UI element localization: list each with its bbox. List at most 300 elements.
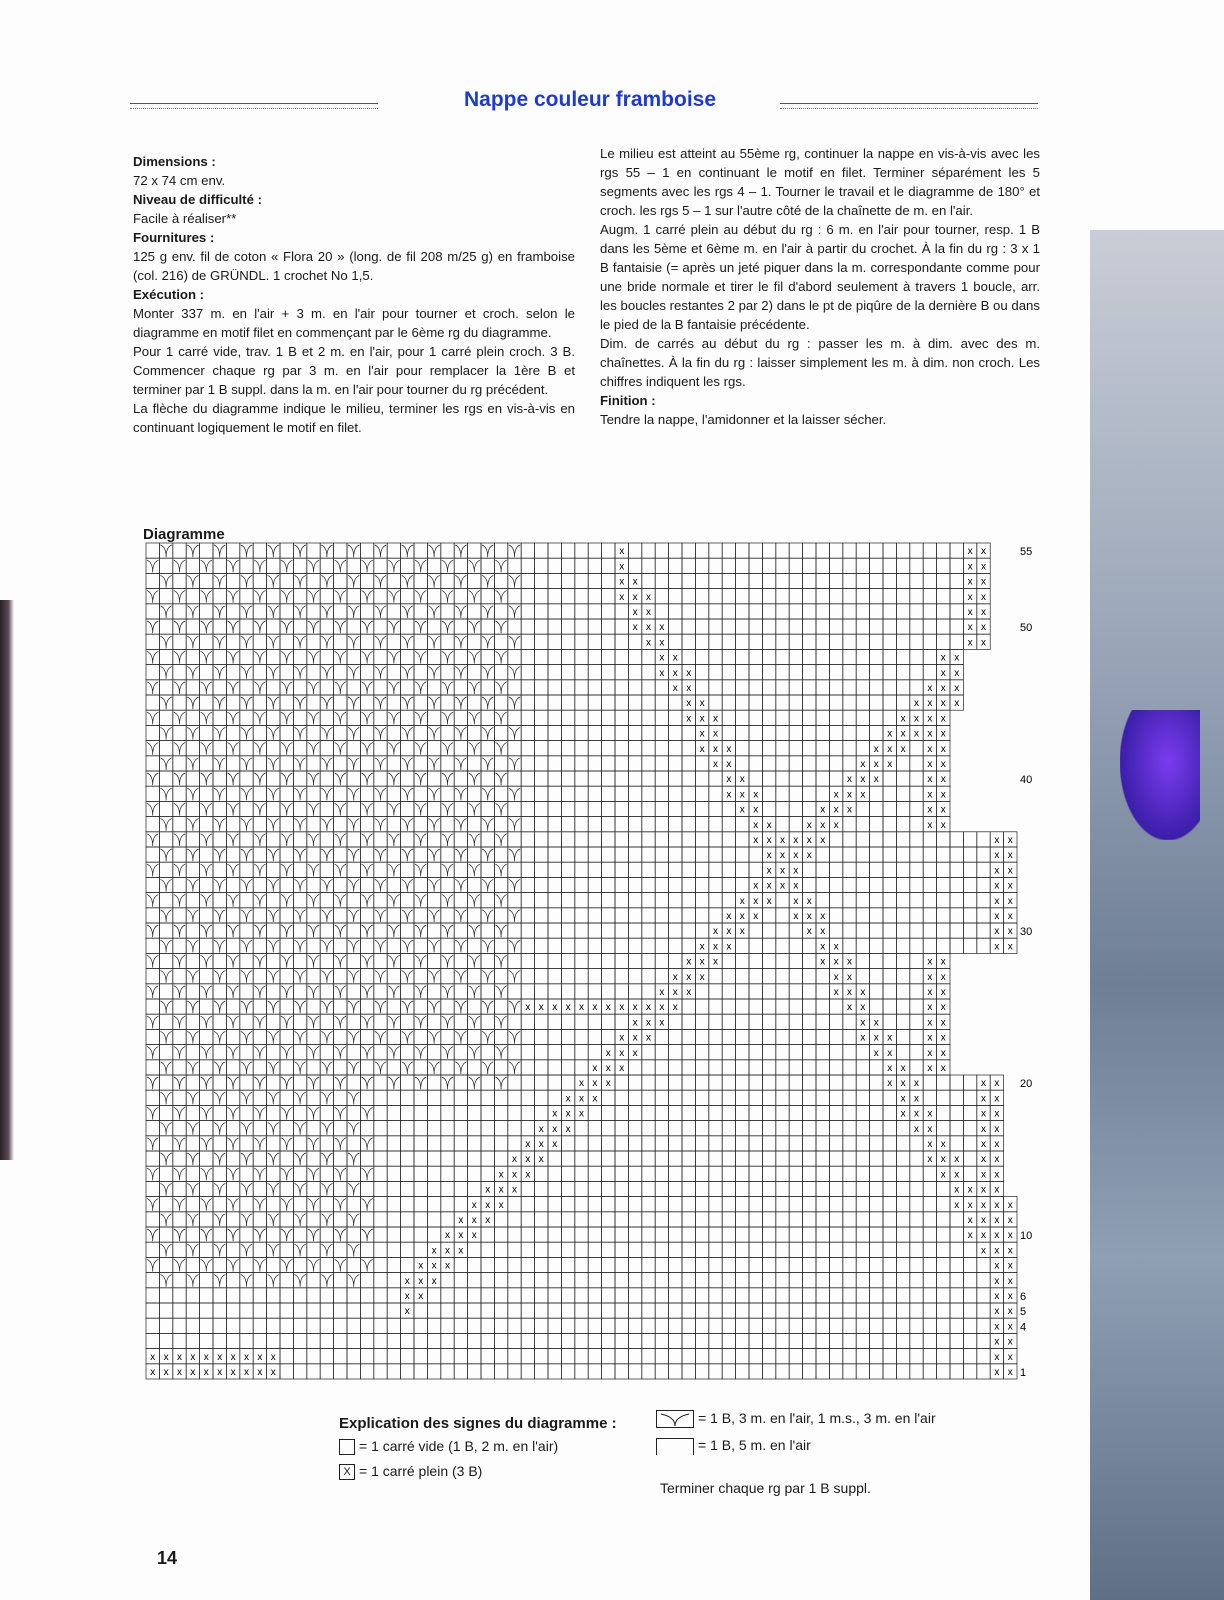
diagram-cell: [870, 984, 883, 999]
diagram-cell: [267, 1197, 280, 1212]
diagram-cell: [441, 695, 454, 710]
diagram-cell: [521, 680, 534, 695]
diagram-cell: [602, 558, 615, 573]
diagram-cell: [508, 741, 521, 756]
diagram-cell: [186, 923, 199, 938]
diagram-cell: [293, 1075, 306, 1090]
diagram-cell: [615, 1227, 628, 1242]
diagram-cell: [535, 1242, 548, 1257]
diagram-cell: [481, 680, 494, 695]
diagram-cell: [374, 1212, 387, 1227]
diagram-cell: [843, 832, 856, 847]
arch-mark: [348, 788, 359, 800]
diagram-cell: [870, 1121, 883, 1136]
arch-mark: [281, 743, 292, 755]
arch-mark: [469, 803, 480, 815]
filled-mark: x: [686, 971, 692, 983]
diagram-cell: [307, 847, 320, 862]
diagram-cell: [963, 1242, 976, 1257]
diagram-cell: [695, 756, 708, 771]
diagram-cell: [896, 543, 909, 558]
diagram-cell: [240, 801, 253, 816]
filled-mark: x: [766, 895, 772, 907]
diagram-cell: [628, 756, 641, 771]
diagram-cell: [615, 801, 628, 816]
filled-mark: x: [887, 1078, 893, 1090]
arch-symbol: [656, 1410, 694, 1428]
filled-mark: x: [914, 1078, 919, 1090]
arch-mark: [321, 879, 332, 891]
diagram-cell: [762, 573, 775, 588]
diagram-cell: [615, 938, 628, 953]
diagram-cell: [602, 1014, 615, 1029]
diagram-cell: [736, 589, 749, 604]
diagram-cell: [347, 1014, 360, 1029]
diagram-cell: [186, 1105, 199, 1120]
arch-mark: [227, 743, 238, 755]
diagram-cell: [655, 680, 668, 695]
diagram-cell: [843, 1303, 856, 1318]
diagram-cell: [334, 1333, 347, 1348]
diagram-cell: [253, 786, 266, 801]
diagram-cell: [588, 923, 601, 938]
diagram-cell: [843, 938, 856, 953]
arch-mark: [469, 895, 480, 907]
diagram-cell: [695, 634, 708, 649]
diagram-cell: [454, 558, 467, 573]
diagram-cell: [401, 1349, 414, 1364]
diagram-cell: [937, 862, 950, 877]
arch-mark: [174, 560, 185, 572]
diagram-cell: [374, 1075, 387, 1090]
diagram-cell: [789, 1212, 802, 1227]
diagram-cell: [401, 832, 414, 847]
diagram-cell: [655, 1257, 668, 1272]
diagram-cell: [843, 1333, 856, 1348]
diagram-cell: [267, 984, 280, 999]
diagram-cell: [789, 771, 802, 786]
arch-mark: [361, 1229, 372, 1241]
diagram-cell: [722, 1212, 735, 1227]
diagram-cell: [588, 1105, 601, 1120]
diagram-cell: [722, 1364, 735, 1379]
diagram-cell: [521, 665, 534, 680]
diagram-cell: [320, 1349, 333, 1364]
diagram-cell: [387, 1105, 400, 1120]
diagram-cell: [226, 1242, 239, 1257]
arch-mark: [321, 971, 332, 983]
diagram-cell: [494, 1242, 507, 1257]
diagram-cell: [682, 1288, 695, 1303]
arch-mark: [415, 986, 426, 998]
filled-mark: x: [981, 576, 986, 588]
diagram-cell: [789, 1166, 802, 1181]
arch-mark: [509, 545, 520, 557]
diagram-cell: [642, 558, 655, 573]
diagram-cell: [937, 908, 950, 923]
diagram-cell: [307, 877, 320, 892]
diagram-cell: [896, 923, 909, 938]
diagram-cell: [856, 634, 869, 649]
diagram-cell: [427, 1121, 440, 1136]
arch-mark: [375, 971, 386, 983]
diagram-cell: [267, 1227, 280, 1242]
diagram-cell: [387, 1257, 400, 1272]
filled-mark: x: [940, 667, 946, 679]
diagram-cell: [401, 801, 414, 816]
diagram-cell: [173, 1121, 186, 1136]
diagram-cell: [213, 1105, 226, 1120]
diagram-cell: [441, 725, 454, 740]
diagram-cell: [642, 1121, 655, 1136]
diagram-cell: [776, 923, 789, 938]
diagram-cell: [722, 573, 735, 588]
arch-mark: [442, 1077, 453, 1089]
diagram-cell: [655, 1090, 668, 1105]
diagram-cell: [776, 1303, 789, 1318]
diagram-cell: [159, 984, 172, 999]
arch-mark: [281, 682, 292, 694]
arch-mark: [495, 834, 506, 846]
arch-mark: [160, 849, 171, 861]
diagram-cell: [253, 1288, 266, 1303]
filled-mark: x: [994, 1291, 1000, 1302]
arch-mark: [509, 849, 520, 861]
arch-mark: [268, 819, 279, 831]
diagram-cell: [829, 1136, 842, 1151]
arch-mark: [428, 849, 439, 861]
diagram-cell: [535, 953, 548, 968]
diagram-cell: [695, 1288, 708, 1303]
diagram-cell: [427, 893, 440, 908]
diagram-cell: [146, 1090, 159, 1105]
arch-mark: [428, 940, 439, 952]
diagram-cell: [508, 1090, 521, 1105]
diagram-cell: [789, 1029, 802, 1044]
crochet-diagram: [140, 535, 1060, 1390]
filled-mark: x: [994, 1078, 1000, 1090]
diagram-cell: [736, 680, 749, 695]
diagram-cell: [642, 710, 655, 725]
filled-mark: x: [887, 1047, 893, 1059]
diagram-cell: [883, 573, 896, 588]
diagram-cell: [776, 695, 789, 710]
diagram-cell: [427, 862, 440, 877]
diagram-cell: [736, 665, 749, 680]
diagram-cell: [226, 847, 239, 862]
filled-mark: x: [927, 698, 933, 710]
diagram-cell: [240, 589, 253, 604]
diagram-cell: [454, 1105, 467, 1120]
arch-mark: [509, 667, 520, 679]
diagram-cell: [535, 771, 548, 786]
diagram-cell: [293, 923, 306, 938]
diagram-cell: [709, 1075, 722, 1090]
arch-mark: [268, 1062, 279, 1074]
diagram-cell: [628, 832, 641, 847]
arch-mark: [335, 743, 346, 755]
diagram-cell: [213, 1014, 226, 1029]
diagram-cell: [334, 1060, 347, 1075]
diagram-cell: [950, 1242, 963, 1257]
diagram-cell: [508, 1075, 521, 1090]
diagram-cell: [628, 1318, 641, 1333]
diagram-cell: [561, 801, 574, 816]
diagram-cell: [240, 984, 253, 999]
diagram-cell: [749, 1273, 762, 1288]
diagram-cell: [816, 1151, 829, 1166]
filled-mark: x: [954, 1199, 960, 1211]
arch-mark: [214, 849, 225, 861]
diagram-cell: [722, 1197, 735, 1212]
diagram-cell: [829, 604, 842, 619]
diagram-cell: [910, 1364, 923, 1379]
diagram-cell: [508, 801, 521, 816]
diagram-cell: [602, 1029, 615, 1044]
diagram-cell: [722, 862, 735, 877]
arch-mark: [482, 667, 493, 679]
diagram-cell: [977, 1349, 990, 1364]
diagram-cell: [548, 725, 561, 740]
arch-mark: [147, 1199, 158, 1211]
diagram-cell: [240, 1075, 253, 1090]
diagram-cell: [414, 725, 427, 740]
diagram-cell: [883, 893, 896, 908]
diagram-cell: [240, 923, 253, 938]
diagram-cell: [548, 543, 561, 558]
diagram-cell: [883, 1257, 896, 1272]
arch-mark: [281, 621, 292, 633]
diagram-cell: [896, 1364, 909, 1379]
filled-mark: x: [1007, 1367, 1013, 1378]
arch-mark: [227, 925, 238, 937]
diagram-cell: [722, 1075, 735, 1090]
arch-mark: [308, 986, 319, 998]
arch-mark: [335, 925, 346, 937]
diagram-cell: [856, 1303, 869, 1318]
diagram-cell: [441, 573, 454, 588]
diagram-cell: [561, 1151, 574, 1166]
diagram-cell: [628, 877, 641, 892]
diagram-cell: [253, 1029, 266, 1044]
diagram-cell: [226, 695, 239, 710]
diagram-cell: [481, 1273, 494, 1288]
diagram-cell: [789, 953, 802, 968]
filled-mark: x: [994, 1123, 1000, 1135]
arch-mark: [321, 1092, 332, 1104]
diagram-cell: [709, 1364, 722, 1379]
diagram-cell: [521, 969, 534, 984]
diagram-cell: [736, 558, 749, 573]
diagram-cell: [762, 634, 775, 649]
arch-mark: [227, 1168, 238, 1180]
diagram-cell: [387, 1181, 400, 1196]
filled-mark: x: [190, 1351, 196, 1363]
diagram-cell: [427, 619, 440, 634]
diagram-cell: [910, 665, 923, 680]
filled-mark: x: [686, 956, 692, 968]
diagram-cell: [722, 634, 735, 649]
arch-mark: [308, 743, 319, 755]
diagram-cell: [414, 573, 427, 588]
arch-mark: [201, 743, 212, 755]
filled-mark: x: [766, 880, 772, 892]
diagram-cell: [722, 1029, 735, 1044]
diagram-cell: [963, 832, 976, 847]
diagram-cell: [803, 1242, 816, 1257]
filled-mark: x: [713, 713, 718, 725]
diagram-cell: [267, 558, 280, 573]
diagram-cell: [749, 1029, 762, 1044]
diagram-cell: [387, 1288, 400, 1303]
diagram-cell: [481, 1257, 494, 1272]
diagram-cell: [374, 801, 387, 816]
arch-mark: [308, 834, 319, 846]
diagram-cell: [642, 1060, 655, 1075]
diagram-cell: [963, 908, 976, 923]
diagram-cell: [803, 1257, 816, 1272]
diagram-cell: [736, 604, 749, 619]
arch-mark: [361, 1259, 372, 1271]
arch-mark: [428, 910, 439, 922]
diagram-cell: [789, 817, 802, 832]
diagram-cell: [950, 1257, 963, 1272]
diagram-cell: [521, 938, 534, 953]
filled-mark: x: [994, 835, 1000, 846]
diagram-cell: [280, 877, 293, 892]
diagram-cell: [628, 984, 641, 999]
diagram-cell: [602, 847, 615, 862]
diagram-cell: [722, 710, 735, 725]
diagram-cell: [280, 543, 293, 558]
filled-mark: x: [940, 789, 946, 801]
diagram-cell: [535, 832, 548, 847]
diagram-cell: [427, 741, 440, 756]
diagram-cell: [374, 1014, 387, 1029]
arch-mark: [442, 955, 453, 967]
arch-mark: [241, 1123, 252, 1135]
diagram-cell: [588, 877, 601, 892]
diagram-cell: [789, 1364, 802, 1379]
diagram-cell: [896, 619, 909, 634]
diagram-cell: [856, 1242, 869, 1257]
diagram-cell: [736, 619, 749, 634]
diagram-cell: [548, 1273, 561, 1288]
diagram-cell: [401, 923, 414, 938]
diagram-cell: [200, 634, 213, 649]
diagram-cell: [575, 1288, 588, 1303]
diagram-cell: [843, 1090, 856, 1105]
diagram-cell: [588, 1029, 601, 1044]
diagram-cell: [253, 1151, 266, 1166]
diagram-cell: [695, 1318, 708, 1333]
filled-mark: x: [981, 561, 986, 573]
row-label: 6: [1020, 1291, 1027, 1303]
arch-mark: [402, 575, 413, 587]
arch-mark: [348, 575, 359, 587]
diagram-cell: [320, 1197, 333, 1212]
diagram-cell: [334, 1318, 347, 1333]
diagram-cell: [468, 756, 481, 771]
diagram-cell: [883, 558, 896, 573]
diagram-cell: [575, 847, 588, 862]
diagram-cell: [334, 969, 347, 984]
filled-mark: x: [619, 1032, 625, 1044]
diagram-cell: [602, 984, 615, 999]
arch-mark: [469, 834, 480, 846]
diagram-cell: [628, 801, 641, 816]
row-label: 5: [1020, 1306, 1027, 1319]
diagram-cell: [200, 817, 213, 832]
diagram-cell: [722, 1227, 735, 1242]
diagram-cell: [682, 1151, 695, 1166]
diagram-cell: [843, 1273, 856, 1288]
diagram-cell: [521, 862, 534, 877]
diagram-cell: [508, 680, 521, 695]
diagram-cell: [307, 1364, 320, 1379]
arch-mark: [174, 1168, 185, 1180]
filled-mark: x: [753, 911, 759, 922]
diagram-cell: [615, 1288, 628, 1303]
arch-mark: [147, 712, 158, 724]
diagram-cell: [347, 619, 360, 634]
arch-mark: [214, 1244, 225, 1256]
diagram-cell: [602, 1257, 615, 1272]
page-edge-shadow: [0, 600, 14, 1160]
diagram-cell: [561, 953, 574, 968]
diagram-cell: [494, 1349, 507, 1364]
arch-mark: [388, 651, 399, 663]
diagram-cell: [548, 1029, 561, 1044]
arch-mark: [428, 971, 439, 983]
diagram-cell: [535, 1029, 548, 1044]
diagram-cell: [360, 1151, 373, 1166]
arch-mark: [227, 712, 238, 724]
diagram-cell: [387, 999, 400, 1014]
filled-mark: x: [726, 911, 732, 922]
filled-mark: x: [820, 926, 826, 938]
diagram-cell: [414, 1242, 427, 1257]
diagram-cell: [695, 1257, 708, 1272]
arch-mark: [254, 1138, 265, 1150]
diagram-cell: [588, 953, 601, 968]
diagram-cell: [360, 1288, 373, 1303]
arch-mark: [402, 667, 413, 679]
diagram-cell: [776, 1136, 789, 1151]
arch-mark: [402, 727, 413, 739]
diagram-cell: [334, 908, 347, 923]
arch-mark: [268, 1275, 279, 1287]
diagram-cell: [347, 1075, 360, 1090]
diagram-cell: [803, 1318, 816, 1333]
arch-mark: [388, 621, 399, 633]
diagram-cell: [280, 1242, 293, 1257]
diagram-cell: [736, 1014, 749, 1029]
diagram-cell: [829, 634, 842, 649]
diagram-cell: [749, 543, 762, 558]
arch-mark: [241, 667, 252, 679]
filled-mark: x: [592, 1093, 598, 1105]
diagram-cell: [776, 969, 789, 984]
diagram-cell: [977, 832, 990, 847]
diagram-cell: [173, 1151, 186, 1166]
diagram-cell: [360, 1318, 373, 1333]
diagram-cell: [548, 801, 561, 816]
diagram-cell: [401, 1257, 414, 1272]
filled-mark: x: [766, 865, 772, 877]
diagram-cell: [360, 908, 373, 923]
arch-mark: [294, 849, 305, 861]
